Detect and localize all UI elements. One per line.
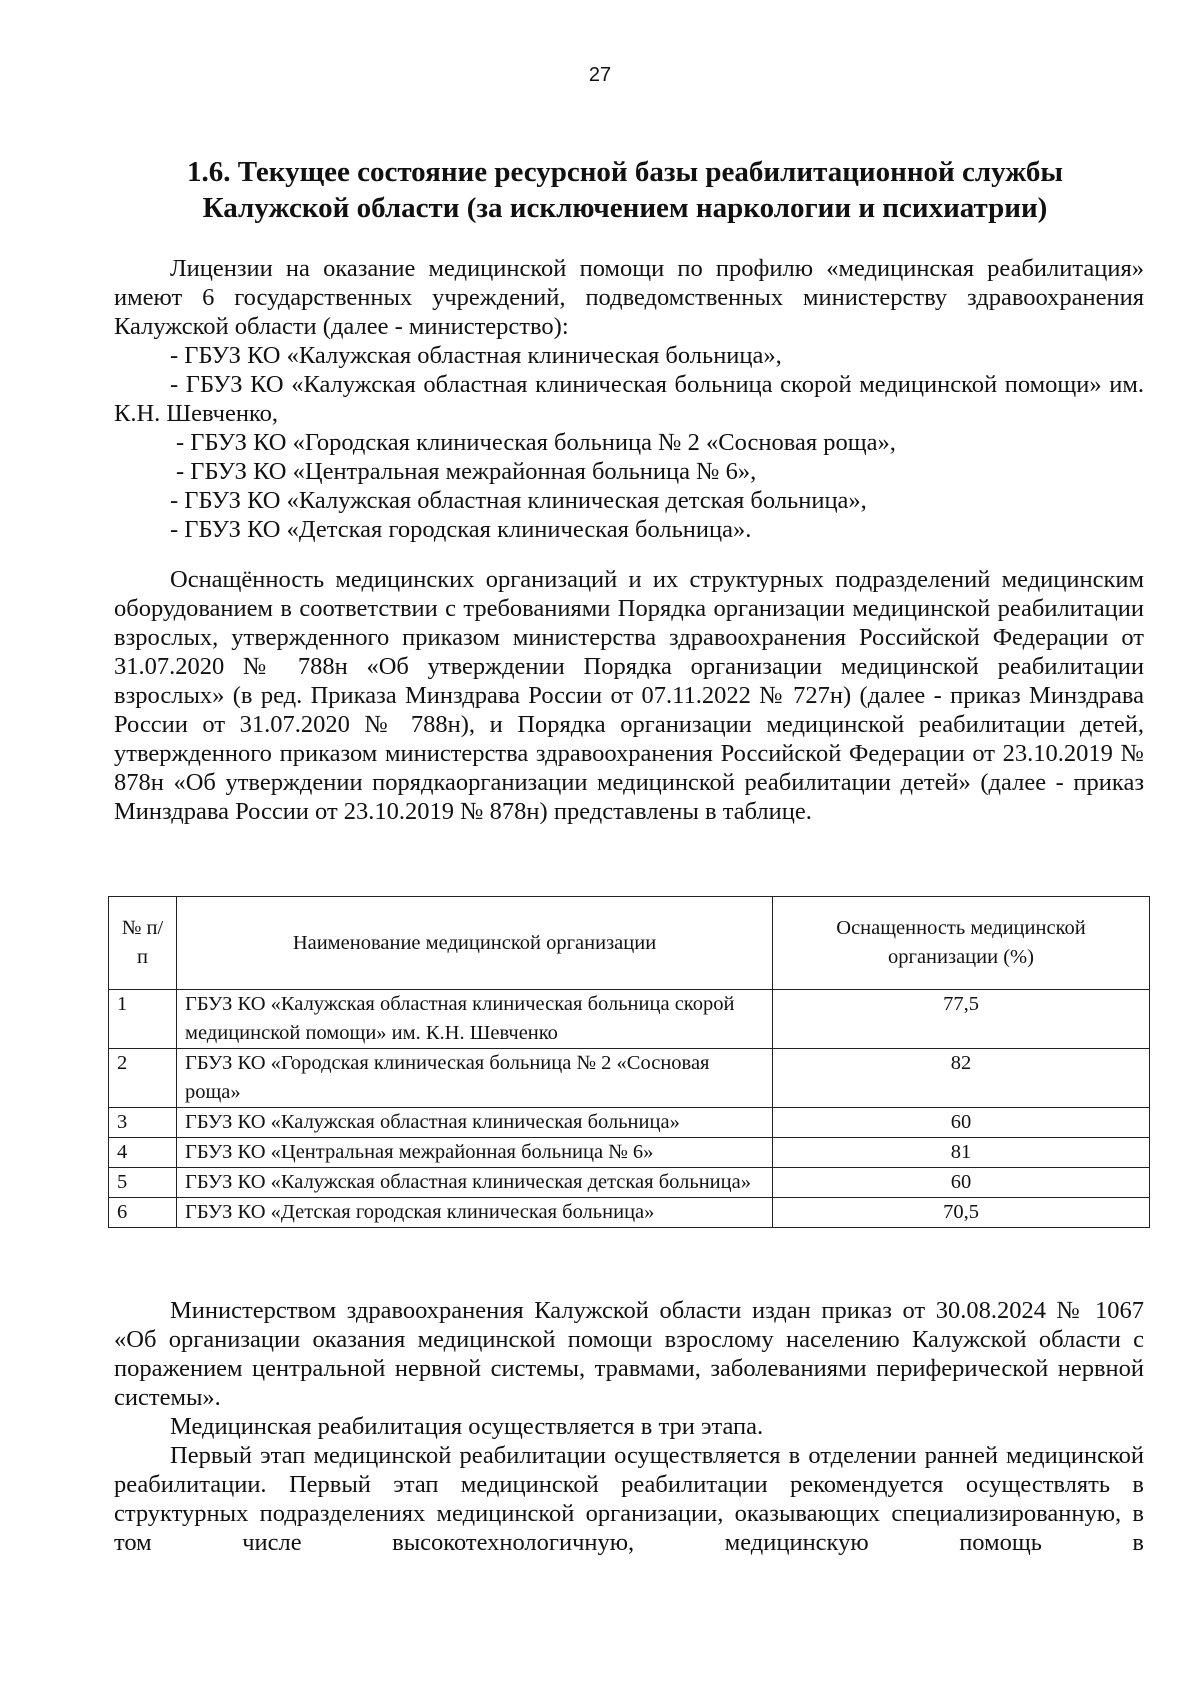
licensed-organization-item: - ГБУЗ КО «Калужская областная клиническая больница», [170,342,782,369]
row-number: 1 [109,990,177,1049]
licenses-section [114,254,1144,544]
column-header-equipment-percent: Оснащенность медицинской организации (%) [773,897,1150,990]
table-row [109,990,1150,1049]
section-title-line-1: 1.6. Текущее состояние ресурсной базы реабилитационной службы [186,156,1064,188]
stages-paragraph: Медицинская реабилитация осуществляется в три этапа. [170,1413,764,1440]
first-stage-paragraph: Первый этап медицинской реабилитации осуществляется в отделении ранней медицинской реабилитации. Первый этап медицинской реабилитации рекомендуется осуществлять в структурных подразделениях медицинской организации, оказывающих специализированную, в том числе высокотехнологичную, медицинскую помощь в [114,1442,1144,1556]
row-organization-name: ГБУЗ КО «Калужская областная клиническая больница скорой медицинской помощи» им. К.Н. Шевченко [177,990,773,1049]
order-paragraph: Министерством здравоохранения Калужской области издан приказ от 30.08.2024 № 1067 «Об организации оказания медицинской помощи взрослому населению Калужской области с поражением центральной нервной системы, травмами, заболеваниями периферической нервной системы». [114,1297,1144,1411]
licensed-organization-item: - ГБУЗ КО «Центральная межрайонная больница № 6», [176,458,757,485]
column-header-number: № п/п [109,897,177,990]
row-organization-name: ГБУЗ КО «Городская клиническая больница № 2 «Сосновая роща» [177,1049,773,1108]
table-row [109,1198,1150,1228]
table-row [109,1168,1150,1198]
licensed-organization-item: - ГБУЗ КО «Городская клиническая больница № 2 «Сосновая роща», [176,429,896,456]
row-organization-name: ГБУЗ КО «Калужская областная клиническая детская больница» [177,1168,773,1198]
table-row [109,1138,1150,1168]
row-number: 4 [109,1138,177,1168]
row-number: 2 [109,1049,177,1108]
row-organization-name: ГБУЗ КО «Детская городская клиническая больница» [177,1198,773,1228]
row-equipment-percent: 70,5 [773,1198,1150,1228]
row-equipment-percent: 77,5 [773,990,1150,1049]
row-number: 3 [109,1108,177,1138]
row-organization-name: ГБУЗ КО «Калужская областная клиническая больница» [177,1108,773,1138]
licensed-organization-item: - ГБУЗ КО «Детская городская клиническая больница». [170,516,752,543]
row-equipment-percent: 81 [773,1138,1150,1168]
row-equipment-percent: 60 [773,1108,1150,1138]
equipment-paragraph: Оснащённость медицинских организаций и их структурных подразделений медицинским оборудованием в соответствии с требованиями Порядка организации медицинской реабилитации взрослых, утвержденного приказом министерства здравоохранения Российской Федерации от 31.07.2020 № 788н «Об утверждении Порядка организации медицинской реабилитации взрослых» (в ред. Приказа Минздрава России от 07.11.2022 № 727н) (далее - приказ Минздрава России от 31.07.2020 № 788н), и Порядка организации медицинской реабилитации детей, утвержденного приказом министерства здравоохранения Российской Федерации от 23.10.2019 № 878н «Об утверждении порядкаорганизации медицинской реабилитации детей» (далее - приказ Минздрава России от 23.10.2019 № 878н) представлены в таблице. [114,566,1144,825]
table-header-row [109,897,1150,990]
row-equipment-percent: 82 [773,1049,1150,1108]
equipment-table [108,896,1150,1228]
row-organization-name: ГБУЗ КО «Центральная межрайонная больница № 6» [177,1138,773,1168]
row-number: 5 [109,1168,177,1198]
equipment-section [114,565,1144,826]
section-title [110,154,1140,226]
licensed-organization-item: - ГБУЗ КО «Калужская областная клиническая больница скорой медицинской помощи» им. К.Н. Шевченко, [114,371,1144,427]
row-equipment-percent: 60 [773,1168,1150,1198]
licenses-paragraph: Лицензии на оказание медицинской помощи по профилю «медицинская реабилитация» имеют 6 государственных учреждений, подведомственных министерству здравоохранения Калужской области (далее - министерство): [114,255,1144,340]
table-row [109,1049,1150,1108]
table-row [109,1108,1150,1138]
section-title-line-2: Калужской области (за исключением наркологии и психиатрии) [202,192,1048,224]
column-header-organization: Наименование медицинской организации [177,897,773,990]
page-number: 27 [588,64,612,86]
row-number: 6 [109,1198,177,1228]
licensed-organization-item: - ГБУЗ КО «Калужская областная клиническая детская больница», [170,487,867,514]
closing-section [114,1296,1144,1557]
